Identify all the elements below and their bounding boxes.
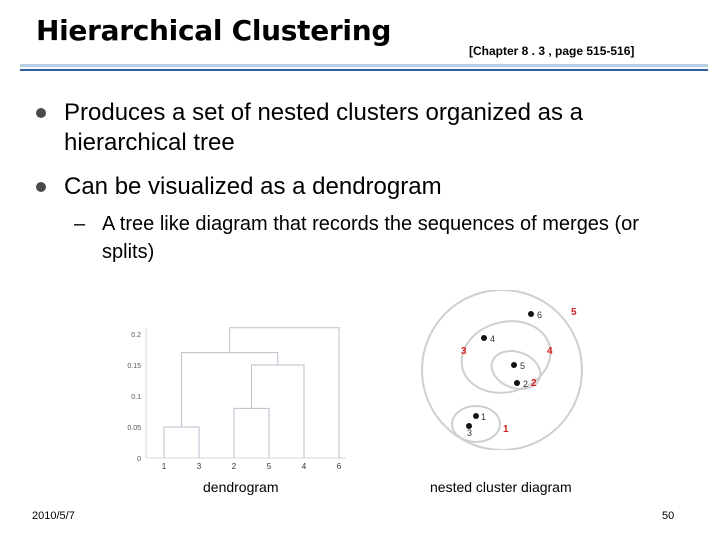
sub-bullet-item [74, 210, 654, 266]
point-label-2: 2 [523, 379, 529, 389]
dendrogram-y-tick-label: 0.2 [131, 332, 141, 339]
slide-date: 2010/5/7 [32, 510, 75, 522]
dendrogram-leaf-label: 4 [301, 462, 307, 470]
point-6 [528, 311, 534, 317]
point-1 [473, 413, 479, 419]
dendrogram-y-tick-label: 0 [137, 456, 141, 463]
point-label-3: 3 [467, 428, 473, 438]
nested-cluster-caption: nested cluster diagram [430, 479, 572, 495]
point-2 [514, 380, 520, 386]
dendrogram-merge-link [234, 408, 269, 458]
cluster-5-outline [422, 290, 582, 450]
cluster-label-2: 2 [531, 378, 537, 389]
bullet-item [36, 172, 696, 202]
cluster-label-5: 5 [571, 307, 577, 318]
title-rule-light [20, 64, 708, 67]
dendrogram-caption: dendrogram [203, 479, 279, 495]
cluster-label-1: 1 [503, 424, 509, 435]
bullet-dot-icon [36, 182, 46, 192]
cluster-1-outline [452, 406, 500, 442]
dendrogram-leaf-label: 6 [336, 462, 342, 470]
sub-bullet-text: A tree like diagram that records the sequences of merges (or splits) [102, 213, 639, 263]
bullet-dot-icon [36, 108, 46, 118]
chapter-reference: [Chapter 8 . 3 , page 515-516] [469, 44, 635, 58]
dendrogram-merge-link [182, 353, 278, 427]
dendrogram-merge-link [230, 328, 339, 458]
point-label-6: 6 [537, 310, 543, 320]
sub-bullet-dash: – [74, 213, 86, 235]
dendrogram-merge-link [252, 365, 305, 458]
point-label-5: 5 [520, 361, 526, 371]
cluster-2-outline [486, 345, 545, 396]
dendrogram-y-tick-label: 0.05 [127, 425, 141, 432]
point-label-1: 1 [481, 412, 487, 422]
point-5 [511, 362, 517, 368]
point-label-4: 4 [490, 334, 496, 344]
dendrogram-y-tick-label: 0.15 [127, 363, 141, 370]
nested-cluster-diagram [414, 290, 594, 450]
slide-title: Hierarchical Clustering [36, 14, 392, 47]
dendrogram-leaf-label: 3 [196, 462, 202, 470]
dendrogram-leaf-label: 2 [231, 462, 237, 470]
dendrogram-leaf-label: 1 [161, 462, 167, 470]
page-number: 50 [662, 510, 675, 522]
point-4 [481, 335, 487, 341]
cluster-4-outline [453, 312, 558, 403]
title-rule-dark [20, 69, 708, 71]
dendrogram-merge-link [164, 427, 199, 458]
cluster-label-4: 4 [547, 346, 553, 357]
bullet-item [36, 98, 696, 158]
dendrogram-y-tick-label: 0.1 [131, 394, 141, 401]
dendrogram-leaf-label: 5 [266, 462, 272, 470]
dendrogram-chart [118, 310, 358, 470]
bullet-text: Can be visualized as a dendrogram [64, 173, 442, 200]
bullet-text: Produces a set of nested clusters organized as a hierarchical tree [64, 99, 583, 156]
cluster-label-3: 3 [461, 346, 467, 357]
